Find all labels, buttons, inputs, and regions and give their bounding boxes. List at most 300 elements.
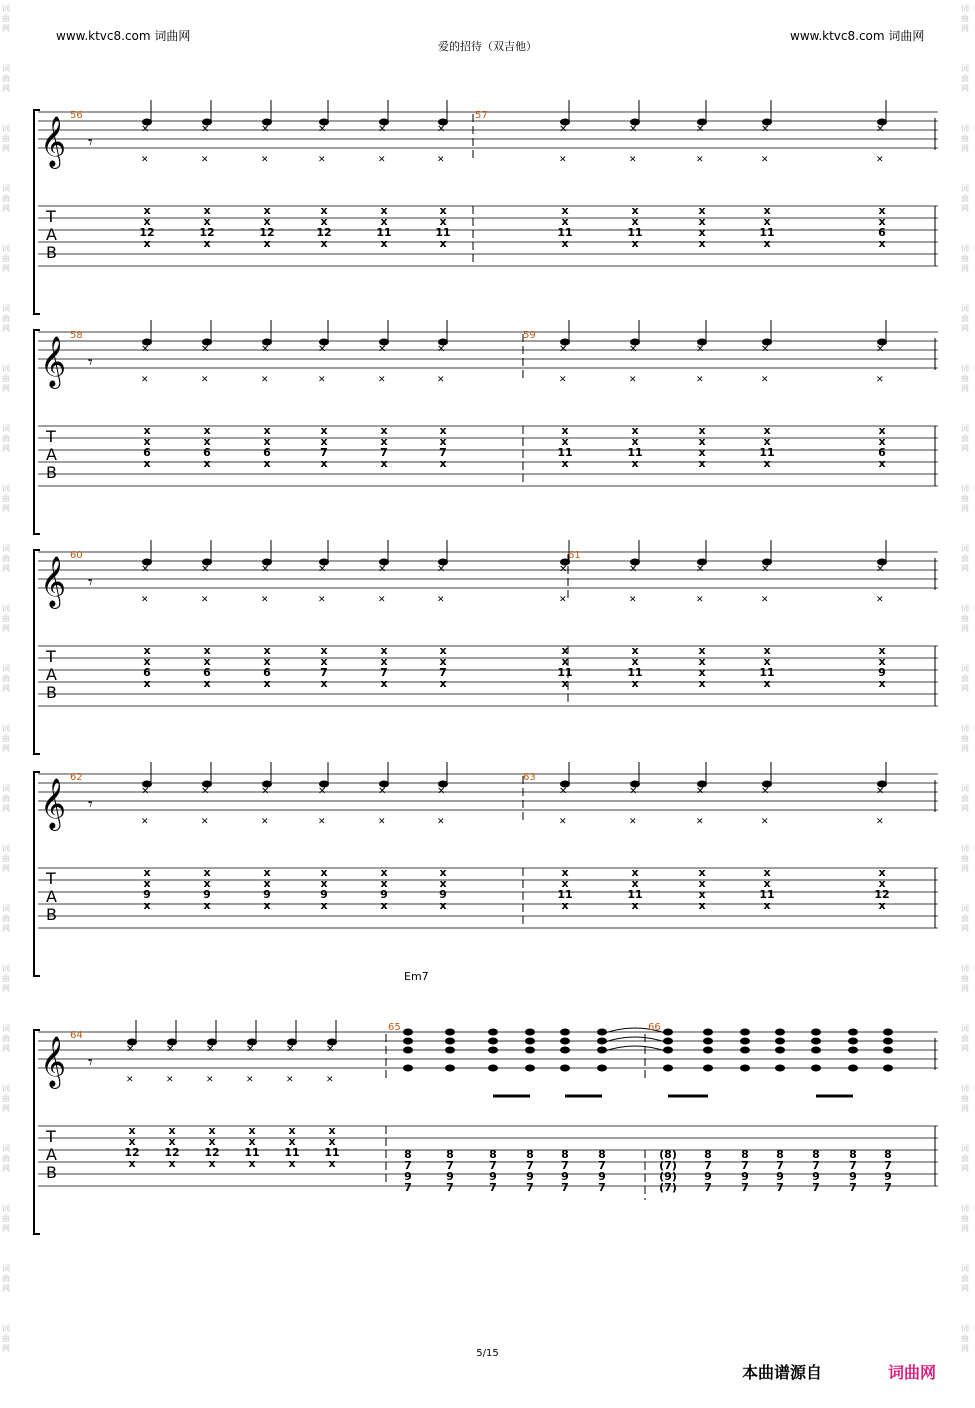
- footer-source-label: 本曲谱源自: [742, 1363, 823, 1382]
- svg-text:x: x: [208, 1135, 216, 1148]
- svg-text:✕: ✕: [696, 344, 705, 355]
- svg-text:11: 11: [627, 226, 643, 239]
- svg-text:✕: ✕: [696, 817, 704, 827]
- svg-text:x: x: [320, 204, 328, 217]
- svg-text:x: x: [248, 1157, 256, 1170]
- staff-system: [0, 762, 975, 982]
- svg-text:✕: ✕: [201, 564, 210, 575]
- svg-text:✕: ✕: [318, 564, 327, 575]
- svg-text:A: A: [46, 445, 57, 464]
- svg-text:9: 9: [812, 1170, 820, 1183]
- svg-text:x: x: [763, 237, 771, 250]
- svg-text:x: x: [439, 655, 447, 668]
- svg-text:✕: ✕: [559, 124, 568, 135]
- svg-text:✕: ✕: [559, 375, 567, 385]
- measure-number: 60: [70, 550, 83, 561]
- svg-text:7: 7: [380, 446, 388, 459]
- svg-text:✕: ✕: [437, 817, 445, 827]
- svg-text:x: x: [561, 204, 569, 217]
- svg-text:✕: ✕: [326, 1075, 334, 1085]
- svg-text:x: x: [561, 899, 569, 912]
- svg-text:7: 7: [561, 1159, 569, 1172]
- svg-text:6: 6: [143, 666, 151, 679]
- svg-text:x: x: [878, 877, 886, 890]
- svg-text:12: 12: [259, 226, 275, 239]
- svg-text:7: 7: [812, 1181, 820, 1194]
- measure-number: 56: [70, 110, 83, 121]
- svg-text:7: 7: [884, 1181, 892, 1194]
- staff-svg: [0, 762, 975, 982]
- svg-text:✕: ✕: [629, 564, 638, 575]
- page-number: 5/15: [476, 1348, 499, 1359]
- svg-text:✕: ✕: [201, 375, 209, 385]
- svg-text:11: 11: [627, 446, 643, 459]
- svg-text:12: 12: [199, 226, 215, 239]
- svg-text:7: 7: [404, 1181, 412, 1194]
- svg-text:x: x: [698, 446, 706, 459]
- svg-text:✕: ✕: [141, 375, 149, 385]
- svg-text:✕: ✕: [261, 124, 270, 135]
- svg-text:(8): (8): [659, 1148, 677, 1161]
- svg-text:x: x: [878, 457, 886, 470]
- svg-text:✕: ✕: [559, 595, 567, 605]
- svg-text:9: 9: [849, 1170, 857, 1183]
- svg-text:7: 7: [320, 446, 328, 459]
- svg-text:6: 6: [878, 446, 886, 459]
- svg-text:x: x: [631, 424, 639, 437]
- svg-text:(9): (9): [659, 1170, 677, 1183]
- svg-text:x: x: [763, 457, 771, 470]
- svg-text:12: 12: [204, 1146, 220, 1159]
- svg-text:✕: ✕: [206, 1044, 215, 1055]
- svg-text:x: x: [763, 215, 771, 228]
- svg-text:x: x: [631, 677, 639, 690]
- svg-text:9: 9: [446, 1170, 454, 1183]
- svg-text:x: x: [561, 866, 569, 879]
- footer-logo: 词曲网: [888, 1363, 937, 1382]
- svg-text:B: B: [46, 683, 57, 702]
- svg-text:x: x: [763, 877, 771, 890]
- svg-text:x: x: [698, 888, 706, 901]
- svg-text:✕: ✕: [437, 155, 445, 165]
- header-right-url: www.ktvc8.com 词曲网: [790, 29, 925, 43]
- svg-text:✕: ✕: [318, 786, 327, 797]
- svg-text:✕: ✕: [246, 1075, 254, 1085]
- svg-text:✕: ✕: [201, 344, 210, 355]
- svg-text:x: x: [288, 1157, 296, 1170]
- measure-number: 64: [70, 1030, 83, 1041]
- svg-text:✕: ✕: [201, 786, 210, 797]
- svg-text:7: 7: [446, 1159, 454, 1172]
- svg-text:11: 11: [284, 1146, 300, 1159]
- svg-text:6: 6: [263, 446, 271, 459]
- svg-text:12: 12: [874, 888, 890, 901]
- measure-number: 57: [475, 110, 488, 121]
- svg-text:✕: ✕: [629, 595, 637, 605]
- svg-text:x: x: [263, 866, 271, 879]
- svg-text:x: x: [631, 655, 639, 668]
- svg-text:9: 9: [561, 1170, 569, 1183]
- treble-clef-icon: 𝄞: [40, 116, 67, 167]
- svg-text:x: x: [631, 215, 639, 228]
- svg-text:x: x: [439, 677, 447, 690]
- svg-text:✕: ✕: [559, 817, 567, 827]
- svg-text:B: B: [46, 1163, 57, 1182]
- svg-text:11: 11: [627, 888, 643, 901]
- svg-text:x: x: [288, 1124, 296, 1137]
- svg-text:T: T: [46, 207, 56, 226]
- svg-text:x: x: [763, 644, 771, 657]
- svg-text:✕: ✕: [261, 564, 270, 575]
- svg-text:x: x: [561, 237, 569, 250]
- svg-text:x: x: [439, 457, 447, 470]
- svg-text:11: 11: [324, 1146, 340, 1159]
- svg-text:8: 8: [884, 1148, 892, 1161]
- svg-text:✕: ✕: [246, 1044, 255, 1055]
- svg-text:9: 9: [526, 1170, 534, 1183]
- svg-text:✕: ✕: [437, 595, 445, 605]
- measure-number: 63: [523, 772, 536, 783]
- svg-text:T: T: [46, 427, 56, 446]
- svg-text:11: 11: [557, 446, 573, 459]
- svg-text:✕: ✕: [261, 817, 269, 827]
- svg-text:x: x: [698, 237, 706, 250]
- svg-text:x: x: [698, 435, 706, 448]
- svg-text:x: x: [320, 457, 328, 470]
- svg-text:7: 7: [849, 1159, 857, 1172]
- svg-text:12: 12: [164, 1146, 180, 1159]
- svg-text:11: 11: [759, 888, 775, 901]
- svg-text:x: x: [143, 677, 151, 690]
- svg-text:11: 11: [759, 666, 775, 679]
- svg-text:✕: ✕: [876, 786, 885, 797]
- svg-text:x: x: [561, 424, 569, 437]
- svg-text:11: 11: [435, 226, 451, 239]
- svg-text:𝄾: 𝄾: [88, 572, 93, 593]
- svg-text:x: x: [380, 424, 388, 437]
- svg-text:𝄾: 𝄾: [88, 1052, 93, 1073]
- svg-text:x: x: [878, 424, 886, 437]
- svg-text:x: x: [288, 1135, 296, 1148]
- svg-text:x: x: [698, 677, 706, 690]
- staff-svg: [0, 1020, 975, 1240]
- svg-text:x: x: [380, 204, 388, 217]
- svg-text:x: x: [143, 204, 151, 217]
- svg-text:✕: ✕: [761, 375, 769, 385]
- svg-text:x: x: [203, 204, 211, 217]
- svg-text:x: x: [380, 655, 388, 668]
- svg-text:x: x: [698, 666, 706, 679]
- svg-text:7: 7: [320, 666, 328, 679]
- svg-text:✕: ✕: [326, 1044, 335, 1055]
- svg-text:6: 6: [263, 666, 271, 679]
- svg-text:11: 11: [557, 888, 573, 901]
- svg-text:x: x: [320, 215, 328, 228]
- svg-text:✕: ✕: [318, 344, 327, 355]
- measure-number: 66: [648, 1022, 661, 1033]
- svg-text:✕: ✕: [318, 595, 326, 605]
- svg-text:9: 9: [884, 1170, 892, 1183]
- svg-text:8: 8: [812, 1148, 820, 1161]
- svg-text:x: x: [128, 1135, 136, 1148]
- svg-text:8: 8: [561, 1148, 569, 1161]
- svg-text:7: 7: [849, 1181, 857, 1194]
- svg-text:x: x: [380, 866, 388, 879]
- svg-text:x: x: [698, 877, 706, 890]
- svg-text:T: T: [46, 647, 56, 666]
- svg-text:9: 9: [489, 1170, 497, 1183]
- svg-text:✕: ✕: [559, 155, 567, 165]
- svg-text:x: x: [763, 655, 771, 668]
- svg-text:✕: ✕: [761, 817, 769, 827]
- svg-text:✕: ✕: [629, 124, 638, 135]
- svg-text:x: x: [263, 677, 271, 690]
- svg-text:x: x: [248, 1124, 256, 1137]
- svg-text:✕: ✕: [437, 564, 446, 575]
- svg-text:x: x: [143, 866, 151, 879]
- svg-text:x: x: [380, 877, 388, 890]
- svg-text:8: 8: [776, 1148, 784, 1161]
- svg-text:✕: ✕: [876, 124, 885, 135]
- svg-text:9: 9: [404, 1170, 412, 1183]
- svg-text:x: x: [631, 204, 639, 217]
- svg-text:x: x: [380, 644, 388, 657]
- svg-text:8: 8: [404, 1148, 412, 1161]
- svg-text:x: x: [263, 435, 271, 448]
- svg-text:x: x: [878, 237, 886, 250]
- svg-text:9: 9: [776, 1170, 784, 1183]
- svg-text:x: x: [561, 655, 569, 668]
- svg-text:9: 9: [439, 888, 447, 901]
- svg-text:B: B: [46, 243, 57, 262]
- svg-text:x: x: [631, 899, 639, 912]
- svg-text:✕: ✕: [201, 155, 209, 165]
- svg-text:x: x: [763, 204, 771, 217]
- svg-text:x: x: [203, 215, 211, 228]
- svg-text:8: 8: [704, 1148, 712, 1161]
- svg-text:x: x: [263, 877, 271, 890]
- svg-text:x: x: [380, 237, 388, 250]
- staff-system: [0, 320, 975, 540]
- svg-text:12: 12: [316, 226, 332, 239]
- svg-text:x: x: [439, 644, 447, 657]
- svg-text:✕: ✕: [318, 817, 326, 827]
- staff-system: [0, 540, 975, 760]
- svg-text:x: x: [320, 866, 328, 879]
- svg-text:x: x: [698, 457, 706, 470]
- svg-text:8: 8: [849, 1148, 857, 1161]
- svg-text:x: x: [328, 1124, 336, 1137]
- svg-text:✕: ✕: [876, 817, 884, 827]
- svg-text:x: x: [208, 1157, 216, 1170]
- svg-text:6: 6: [203, 446, 211, 459]
- svg-text:7: 7: [439, 446, 447, 459]
- svg-text:✕: ✕: [378, 595, 386, 605]
- svg-text:x: x: [143, 457, 151, 470]
- svg-text:x: x: [320, 877, 328, 890]
- svg-text:x: x: [263, 215, 271, 228]
- svg-text:6: 6: [143, 446, 151, 459]
- svg-text:✕: ✕: [141, 155, 149, 165]
- svg-text:6: 6: [203, 666, 211, 679]
- svg-text:x: x: [143, 435, 151, 448]
- svg-text:x: x: [263, 899, 271, 912]
- svg-text:x: x: [143, 215, 151, 228]
- svg-text:x: x: [631, 457, 639, 470]
- svg-text:x: x: [328, 1157, 336, 1170]
- svg-text:B: B: [46, 905, 57, 924]
- chord-symbol: Em7: [404, 970, 429, 983]
- svg-text:7: 7: [704, 1181, 712, 1194]
- treble-clef-icon: 𝄞: [40, 778, 67, 829]
- svg-text:✕: ✕: [437, 786, 446, 797]
- svg-text:9: 9: [263, 888, 271, 901]
- svg-text:7: 7: [526, 1181, 534, 1194]
- svg-text:x: x: [439, 237, 447, 250]
- svg-text:x: x: [878, 435, 886, 448]
- svg-text:7: 7: [884, 1159, 892, 1172]
- svg-text:✕: ✕: [437, 124, 446, 135]
- svg-text:✕: ✕: [141, 124, 150, 135]
- svg-text:8: 8: [598, 1148, 606, 1161]
- svg-text:12: 12: [139, 226, 155, 239]
- svg-text:x: x: [248, 1135, 256, 1148]
- svg-text:11: 11: [376, 226, 392, 239]
- svg-text:𝄾: 𝄾: [88, 352, 93, 373]
- measure-number: 65: [388, 1022, 401, 1033]
- svg-text:x: x: [878, 215, 886, 228]
- svg-text:x: x: [263, 424, 271, 437]
- svg-text:A: A: [46, 1145, 57, 1164]
- svg-text:✕: ✕: [206, 1075, 214, 1085]
- svg-text:x: x: [439, 424, 447, 437]
- svg-text:x: x: [698, 424, 706, 437]
- svg-text:9: 9: [598, 1170, 606, 1183]
- svg-text:x: x: [320, 655, 328, 668]
- svg-text:x: x: [208, 1124, 216, 1137]
- svg-text:x: x: [203, 424, 211, 437]
- svg-text:✕: ✕: [126, 1044, 135, 1055]
- svg-text:x: x: [263, 204, 271, 217]
- svg-text:✕: ✕: [141, 344, 150, 355]
- svg-text:7: 7: [812, 1159, 820, 1172]
- svg-text:𝄾: 𝄾: [88, 132, 93, 153]
- svg-text:(7): (7): [659, 1159, 677, 1172]
- svg-text:✕: ✕: [261, 595, 269, 605]
- svg-text:x: x: [561, 215, 569, 228]
- svg-text:✕: ✕: [378, 124, 387, 135]
- svg-text:x: x: [631, 877, 639, 890]
- svg-text:✕: ✕: [378, 344, 387, 355]
- svg-text:x: x: [263, 457, 271, 470]
- staff-system: [0, 100, 975, 320]
- svg-text:✕: ✕: [696, 595, 704, 605]
- svg-text:✕: ✕: [559, 564, 568, 575]
- svg-text:✕: ✕: [141, 595, 149, 605]
- svg-text:x: x: [168, 1157, 176, 1170]
- svg-text:✕: ✕: [629, 786, 638, 797]
- svg-text:x: x: [698, 899, 706, 912]
- svg-text:x: x: [698, 655, 706, 668]
- svg-text:✕: ✕: [629, 817, 637, 827]
- svg-text:T: T: [46, 1127, 56, 1146]
- svg-text:✕: ✕: [761, 564, 770, 575]
- staff-svg: [0, 320, 975, 540]
- measure-number: 58: [70, 330, 83, 341]
- svg-text:12: 12: [124, 1146, 140, 1159]
- svg-text:✕: ✕: [166, 1075, 174, 1085]
- svg-text:✕: ✕: [261, 786, 270, 797]
- svg-text:7: 7: [561, 1181, 569, 1194]
- svg-text:x: x: [128, 1157, 136, 1170]
- svg-text:8: 8: [489, 1148, 497, 1161]
- svg-text:✕: ✕: [378, 564, 387, 575]
- svg-text:x: x: [203, 899, 211, 912]
- svg-text:x: x: [203, 237, 211, 250]
- svg-text:✕: ✕: [876, 595, 884, 605]
- svg-text:✕: ✕: [286, 1075, 294, 1085]
- svg-text:✕: ✕: [876, 155, 884, 165]
- svg-text:x: x: [439, 215, 447, 228]
- svg-text:x: x: [631, 237, 639, 250]
- svg-text:x: x: [439, 866, 447, 879]
- svg-text:✕: ✕: [876, 375, 884, 385]
- svg-text:7: 7: [704, 1159, 712, 1172]
- svg-text:x: x: [631, 435, 639, 448]
- svg-text:11: 11: [759, 226, 775, 239]
- svg-text:✕: ✕: [696, 375, 704, 385]
- svg-text:11: 11: [627, 666, 643, 679]
- svg-text:x: x: [561, 644, 569, 657]
- svg-text:✕: ✕: [696, 155, 704, 165]
- svg-text:x: x: [203, 435, 211, 448]
- svg-text:7: 7: [446, 1181, 454, 1194]
- svg-text:✕: ✕: [261, 155, 269, 165]
- svg-text:✕: ✕: [378, 817, 386, 827]
- svg-text:✕: ✕: [629, 344, 638, 355]
- svg-text:x: x: [763, 866, 771, 879]
- svg-text:x: x: [320, 644, 328, 657]
- svg-text:✕: ✕: [126, 1075, 134, 1085]
- svg-text:x: x: [631, 644, 639, 657]
- svg-text:x: x: [203, 655, 211, 668]
- svg-text:x: x: [380, 457, 388, 470]
- svg-text:✕: ✕: [286, 1044, 295, 1055]
- svg-text:9: 9: [320, 888, 328, 901]
- svg-text:x: x: [439, 877, 447, 890]
- svg-text:✕: ✕: [761, 786, 770, 797]
- svg-text:x: x: [203, 644, 211, 657]
- svg-text:9: 9: [203, 888, 211, 901]
- svg-text:7: 7: [404, 1159, 412, 1172]
- svg-text:x: x: [561, 435, 569, 448]
- score-title: 爱的招待（双吉他）: [438, 40, 537, 53]
- svg-text:✕: ✕: [761, 595, 769, 605]
- svg-text:9: 9: [878, 666, 886, 679]
- svg-text:x: x: [168, 1124, 176, 1137]
- measure-number: 59: [523, 330, 536, 341]
- svg-text:x: x: [380, 435, 388, 448]
- svg-text:✕: ✕: [378, 786, 387, 797]
- svg-text:x: x: [320, 424, 328, 437]
- svg-text:x: x: [143, 424, 151, 437]
- svg-text:7: 7: [776, 1159, 784, 1172]
- svg-text:x: x: [698, 644, 706, 657]
- svg-text:✕: ✕: [318, 124, 327, 135]
- svg-text:x: x: [168, 1135, 176, 1148]
- svg-text:x: x: [561, 457, 569, 470]
- svg-text:x: x: [143, 877, 151, 890]
